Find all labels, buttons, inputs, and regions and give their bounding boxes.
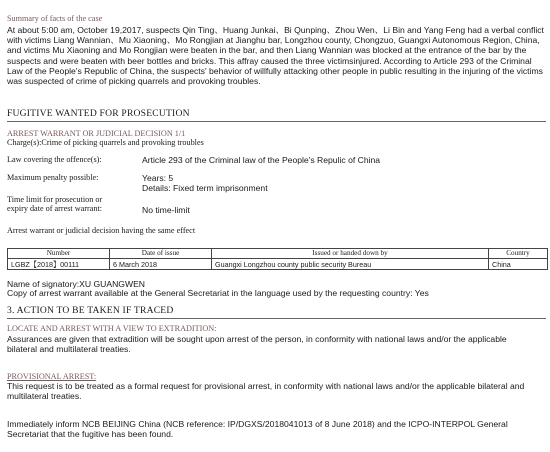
ncb-body: Immediately inform NCB BEIJING China (NCB reference: IP/DGXS/2018041013 of 8 June 2018) and the ICPO-INTERPOL General Secretariat that the fugitive has been found. [7, 419, 508, 440]
time-limit-value: No time-limit [142, 205, 190, 215]
summary-heading: Summary of facts of the case [7, 14, 103, 23]
action-divider [7, 318, 546, 319]
action-heading: 3. ACTION TO BE TAKEN IF TRACED [7, 305, 174, 316]
time-limit-label-2: expiry date of arrest warrant: [7, 204, 103, 213]
provisional-body: This request is to be treated as a formal request for provisional arrest, in conformity with national laws and/or the applicable bilateral and multilateral treaties. [7, 381, 525, 402]
copy-note: Copy of arrest warrant available at the General Secretariat in the language used by the requesting country: Yes [7, 288, 429, 298]
header-number: Number [8, 249, 110, 259]
cell-number: LGBZ【2018】00111 [8, 259, 110, 270]
penalty-years: Years: 5 [142, 173, 174, 183]
warrant-table-wrap [7, 248, 548, 270]
law-label: Law covering the offence(s): [7, 155, 102, 164]
header-country: Country [489, 249, 548, 259]
arrest-warrant-heading: ARREST WARRANT OR JUDICIAL DECISION 1/1 [7, 129, 186, 138]
fugitive-heading: FUGITIVE WANTED FOR PROSECUTION [7, 108, 190, 119]
warrant-intro: Arrest warrant or judicial decision having the same effect [7, 226, 196, 235]
cell-country: China [489, 259, 548, 270]
signatory-line: Name of signatory:XU GUANGWEN [7, 279, 146, 289]
penalty-label: Maximum penalty possible: [7, 173, 99, 182]
section-divider [7, 121, 546, 122]
summary-body: At about 5:00 am, October 19,2017, suspects Qin Ting、Huang Junkai、Bi Qunping、Zhou Wen、Li Bin and Yang Feng had a verbal conflict with victims Liang Wannian、Mu Xiaoning、Mo Rongjian at Jianghu bar, Longzhou county, Chongzuo, Guangxi Autonomous Region, China, and victims Mu Xiaoning and Mo Rongjian were beaten in the bar, and then Liang Wannian was blocked at the entrance of the bar by the suspects and were beaten with beer bottles and bricks. This affray caused the three victimsinjured. According to Article 293 of the Criminal Law of the People's Republic of China, the suspects' behavior of willfully attacking other people in public resulting in the injuring of the victims was suspected of crime of picking quarrels and provoking troubles. [7, 25, 544, 87]
table-row [8, 259, 548, 270]
header-date: Date of issue [110, 249, 212, 259]
provisional-heading: PROVISIONAL ARREST: [7, 372, 97, 381]
cell-issued-by: Guangxi Longzhou county public security Bureau [212, 259, 489, 270]
locate-body: Assurances are given that extradition will be sought upon arrest of the person, in conformity with national laws and/or the applicable bilateral and multilateral treaties. [7, 334, 507, 355]
cell-date: 6 March 2018 [110, 259, 212, 270]
locate-heading: LOCATE AND ARREST WITH A VIEW TO EXTRADITION: [7, 324, 217, 333]
warrant-table [7, 248, 548, 270]
warrant-table-header [8, 249, 548, 259]
charges-line: Charge(s):Crime of picking quarrels and provoking troubles [7, 138, 204, 147]
law-value: Article 293 of the Criminal law of the People's Repulic of China [142, 155, 381, 165]
header-issued-by: Issued or handed down by [212, 249, 489, 259]
time-limit-label: Time limit for prosecution or [7, 195, 103, 204]
penalty-details: Details: Fixed term imprisonment [142, 183, 268, 193]
